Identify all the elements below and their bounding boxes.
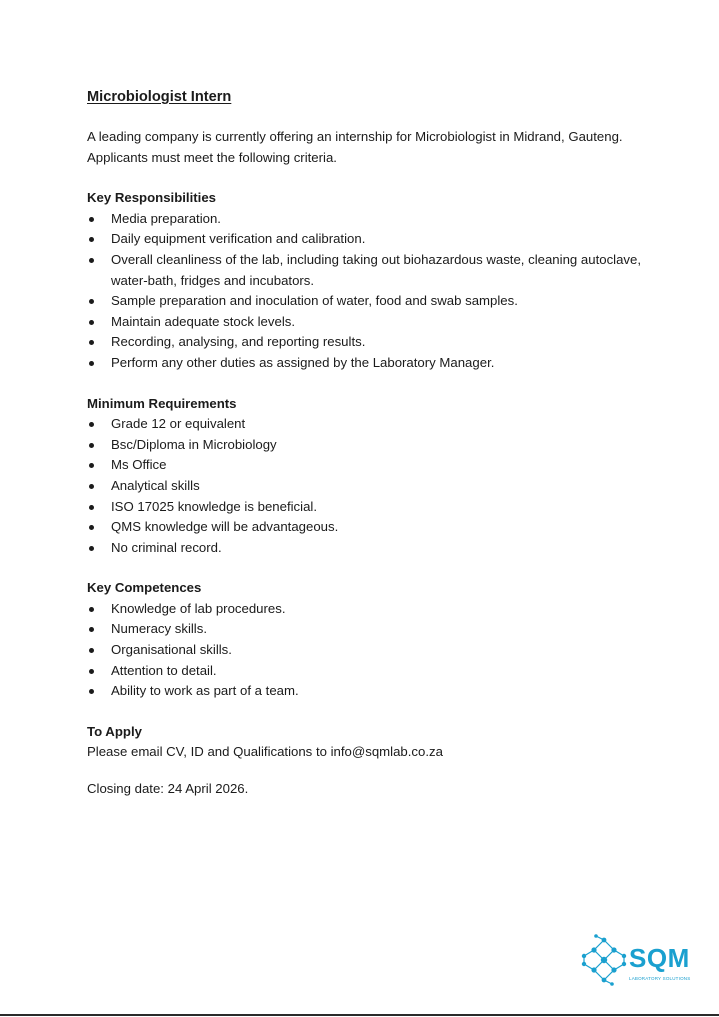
- bullet-icon: [89, 299, 94, 304]
- list-item: Grade 12 or equivalent: [87, 414, 647, 435]
- list-item: Media preparation.: [87, 209, 647, 230]
- bullet-icon: [89, 525, 94, 530]
- requirements-list: [87, 414, 647, 558]
- bullet-icon: [89, 320, 94, 325]
- bullet-icon: [89, 443, 94, 448]
- list-item: Bsc/Diploma in Microbiology: [87, 435, 647, 456]
- list-item: Overall cleanliness of the lab, including taking out biohazardous waste, cleaning autoclave, water-bath, fridges and incubators.: [87, 250, 647, 291]
- bullet-icon: [89, 484, 94, 489]
- bullet-icon: [89, 607, 94, 612]
- page-title: Microbiologist Intern: [87, 89, 232, 105]
- company-logo: [580, 934, 692, 990]
- list-item: Sample preparation and inoculation of water, food and swab samples.: [87, 291, 647, 312]
- bullet-icon: [89, 361, 94, 366]
- list-item: Recording, analysing, and reporting results.: [87, 332, 647, 353]
- list-item: Numeracy skills.: [87, 619, 647, 640]
- bullet-icon: [89, 340, 94, 345]
- bullet-icon: [89, 258, 94, 263]
- bullet-icon: [89, 422, 94, 427]
- bullet-icon: [89, 217, 94, 222]
- list-item: Maintain adequate stock levels.: [87, 312, 647, 333]
- bullet-icon: [89, 669, 94, 674]
- list-item: ISO 17025 knowledge is beneficial.: [87, 497, 647, 518]
- logo-wordmark: SQM: [629, 943, 690, 973]
- closing-date: Closing date: 24 April 2026.: [87, 781, 249, 797]
- list-item: No criminal record.: [87, 538, 647, 559]
- requirements-heading: Minimum Requirements: [87, 395, 237, 411]
- molecule-icon: [580, 934, 628, 986]
- list-item: Ms Office: [87, 455, 647, 476]
- bullet-icon: [89, 505, 94, 510]
- apply-instructions: Please email CV, ID and Qualifications to info@sqmlab.co.za: [87, 744, 443, 760]
- list-item: Attention to detail.: [87, 661, 647, 682]
- apply-heading: To Apply: [87, 723, 142, 739]
- responsibilities-list: [87, 209, 647, 374]
- list-item: Daily equipment verification and calibration.: [87, 229, 647, 250]
- responsibilities-heading: Key Responsibilities: [87, 190, 216, 206]
- list-item: Analytical skills: [87, 476, 647, 497]
- list-item: Ability to work as part of a team.: [87, 681, 647, 702]
- bullet-icon: [89, 648, 94, 653]
- page-bottom-border: [0, 1014, 719, 1016]
- list-item: Knowledge of lab procedures.: [87, 599, 647, 620]
- competences-heading: Key Competences: [87, 580, 202, 596]
- job-posting: [87, 86, 647, 800]
- bullet-icon: [89, 546, 94, 551]
- bullet-icon: [89, 237, 94, 242]
- bullet-icon: [89, 627, 94, 632]
- logo-tagline: LABORATORY SOLUTIONS: [629, 976, 691, 981]
- list-item: QMS knowledge will be advantageous.: [87, 517, 647, 538]
- list-item: Organisational skills.: [87, 640, 647, 661]
- bullet-icon: [89, 689, 94, 694]
- bullet-icon: [89, 463, 94, 468]
- intro-paragraph: A leading company is currently offering an internship for Microbiologist in Midrand, Gauteng. Applicants must meet the following criteria.: [87, 129, 623, 165]
- competences-list: [87, 599, 647, 702]
- list-item: Perform any other duties as assigned by the Laboratory Manager.: [87, 353, 647, 374]
